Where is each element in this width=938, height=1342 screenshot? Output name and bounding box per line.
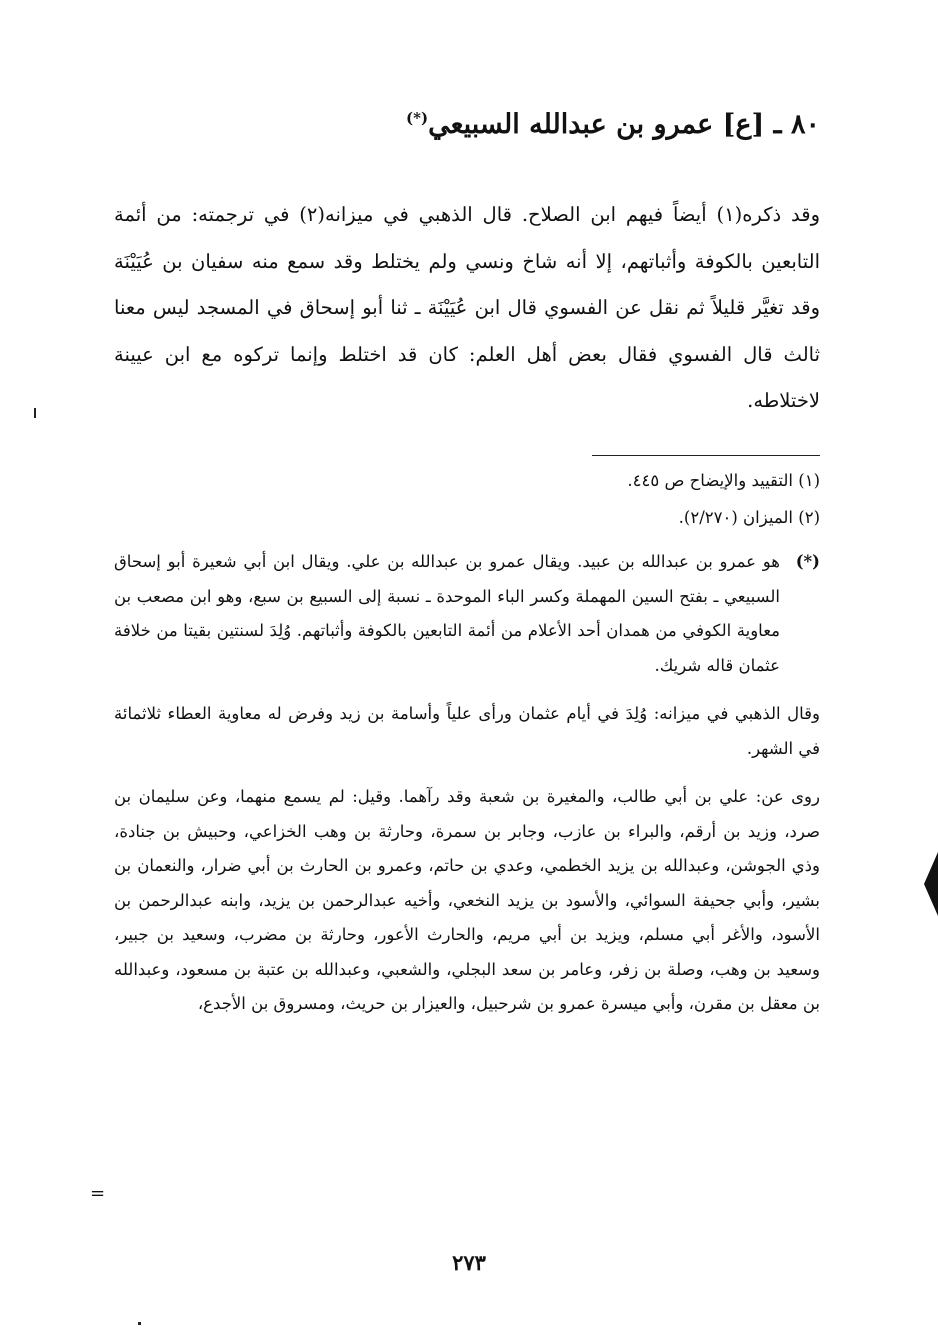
footnote-2: (٢) الميزان (٢/٢٧٠).: [678, 508, 820, 527]
editor-note-second: [114, 697, 820, 766]
editor-note-second-text: وقال الذهبي في ميزانه: وُلِدَ في أيام عثمان ورأى علياً وأسامة بن زيد وفرض له معاوية العطاء ثلاثمائة في الشهر.: [114, 704, 820, 758]
scan-speck: [34, 408, 36, 418]
main-paragraph: [114, 192, 820, 425]
footnote-1: (١) التقييد والإيضاح ص ٤٤٥.: [627, 471, 820, 490]
entry-heading-mark: (*): [406, 109, 429, 127]
continuation-mark: =: [90, 1183, 106, 1204]
editor-note-first-text: هو عمرو بن عبدالله بن عبيد. ويقال عمرو بن عبدالله بن علي. ويقال ابن أبي شعيرة أبو إسحاق السبيعي ـ بفتح السين المهملة وكسر الباء الموحدة ـ نسبة إلى السبيع بن سبع، وهو ابن مصعب بن معاوية الكوفي من همدان أحد الأعلام من أئمة التابعين بالكوفة وأثباتهم. وُلِدَ لسنتين بقيتا من خلافة عثمان قاله شريك.: [114, 552, 780, 675]
editor-note-mark: (*): [795, 552, 820, 571]
main-paragraph-text: وقد ذكره(١) أيضاً فيهم ابن الصلاح. قال الذهبي في ميزانه(٢) في ترجمته: من أئمة التابعين بالكوفة وأثباتهم، إلا أنه شاخ ونسي ولم يختلط وقد سمع منه سفيان بن عُيَيْنَة وقد تغيَّر قليلاً ثم نقل عن الفسوي قال ابن عُيَيْنَة ـ ثنا أبو إسحاق في المسجد ليس معنا ثالث قال الفسوي فقال بعض أهل العلم: كان قد اختلط وإنما تركوه مع ابن عيينة لاختلاطه.: [114, 203, 820, 412]
editor-note-third: [114, 780, 820, 1022]
editor-note-first: [114, 545, 820, 683]
editor-note-body: [114, 545, 780, 683]
editor-note-third-text: روى عن: علي بن أبي طالب، والمغيرة بن شعبة وقد رآهما. وقيل: لم يسمع منهما، وعن سليمان بن صرد، وزيد بن أرقم، والبراء بن عازب، وجابر بن سمرة، وحارثة بن وهب الخزاعي، وحبيش بن جنادة، وذي الجوشن، وعبدالله بن يزيد الخطمي، وعدي بن حاتم، وعمرو بن الحارث بن أبي ضرار، والنعمان بن بشير، وأبي جحيفة السوائي، والأسود بن يزيد النخعي، وأخيه عبدالرحمن بن يزيد، وابنه عبدالرحمن بن الأسود، والأغر أبي مسلم، ويزيد بن أبي مريم، والحارث الأعور، وحارثة بن مضرب، وسعيد بن جبير، وسعيد بن وهب، وصلة بن زفر، وعامر بن سعد البجلي، والشعبي، وعبدالله بن عتبة بن مسعود، وعبدالله بن معقل بن مقرن، وأبي ميسرة عمرو بن شرحبيل، والعيزار بن حريث، ومسروق بن الأجدع،: [114, 787, 820, 1013]
footnotes: [114, 462, 820, 536]
entry-heading-text: ٨٠ ـ [ع] عمرو بن عبدالله السبيعي: [428, 109, 820, 140]
page-edge-mark: [924, 852, 938, 916]
page-number: ٢٧٣: [452, 1250, 486, 1275]
footnote-divider: [592, 455, 820, 456]
entry-heading: [100, 98, 820, 145]
scan-speck: [138, 1322, 141, 1325]
editor-note: [114, 545, 820, 1022]
